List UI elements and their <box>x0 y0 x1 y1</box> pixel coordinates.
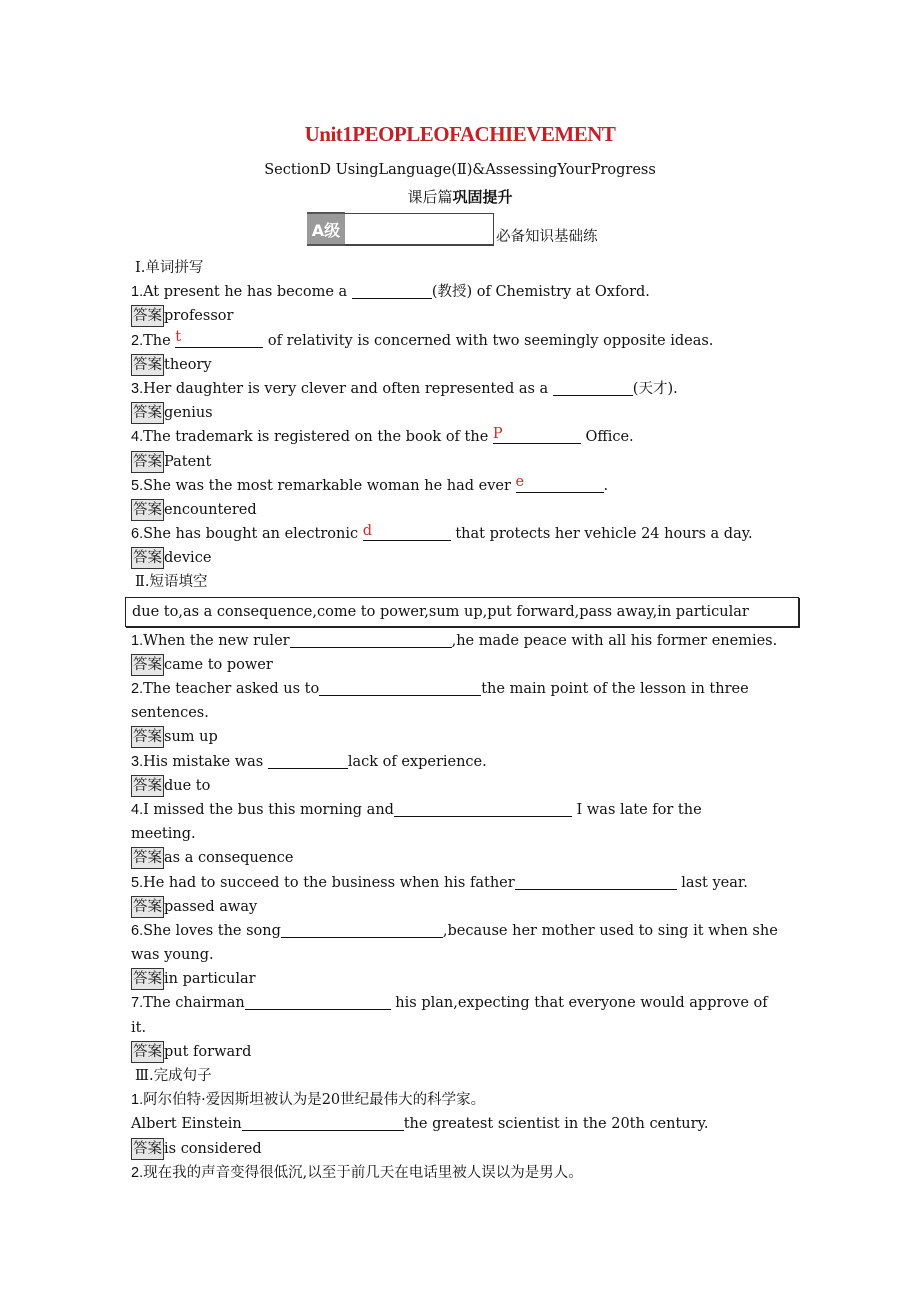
answer-tag: 答案 <box>131 896 164 918</box>
part3-answer-1 <box>131 1137 791 1161</box>
level-tag: A级 <box>307 212 345 246</box>
answer-tag: 答案 <box>131 305 164 327</box>
question-number: 4. <box>131 429 144 446</box>
answer-blank[interactable] <box>515 873 677 890</box>
part2-answer-4 <box>131 846 791 870</box>
part2-answer-7 <box>131 1040 791 1064</box>
question-number: 5. <box>131 477 144 494</box>
answer-text: due to <box>164 777 211 794</box>
question-text: the main point of the lesson in three <box>481 681 749 697</box>
answer-blank[interactable] <box>290 631 452 648</box>
hint-letter: d <box>362 522 373 539</box>
answer-blank[interactable] <box>516 476 604 493</box>
part2-question-7 <box>131 991 791 1015</box>
question-text: (天才). <box>632 380 678 397</box>
answer-text: sum up <box>164 729 218 746</box>
question-text: The trademark is registered on the book of the <box>143 429 493 446</box>
part1-question-2 <box>131 329 791 353</box>
question-number: 1. <box>131 284 144 301</box>
question-number: 2. <box>131 332 144 349</box>
answer-text: encountered <box>164 501 257 518</box>
question-text: He had to succeed to the business when his father <box>143 874 515 891</box>
answer-tag: 答案 <box>131 968 164 990</box>
part1-answer-3 <box>131 401 791 425</box>
question-text: His mistake was <box>143 753 268 770</box>
part1-answer-6 <box>131 546 791 570</box>
question-number: 1. <box>131 1092 144 1109</box>
question-text: Albert Einstein <box>131 1116 242 1133</box>
answer-tag: 答案 <box>131 1138 164 1160</box>
answer-blank[interactable] <box>268 752 348 769</box>
part2-answer-2 <box>131 725 791 749</box>
part2-answer-6 <box>131 967 791 991</box>
subtitle-plain: 课后篇 <box>407 188 453 206</box>
part2-question-4 <box>131 798 791 822</box>
answer-blank[interactable] <box>245 993 391 1010</box>
part2-answer-5 <box>131 895 791 919</box>
answer-tag: 答案 <box>131 1041 164 1063</box>
question-text: Office. <box>580 429 634 446</box>
question-text: of relativity is concerned with two seemingly opposite ideas. <box>263 332 714 349</box>
question-text: that protects her vehicle 24 hours a day. <box>450 526 753 543</box>
answer-tag: 答案 <box>131 654 164 676</box>
part2-question-6-cont: was young. <box>131 947 214 964</box>
answer-text: device <box>164 550 212 567</box>
part3-question-2-cn <box>131 1161 791 1185</box>
question-number: 2. <box>131 1164 144 1181</box>
question-text: She has bought an electronic <box>143 526 363 543</box>
question-number: 6. <box>131 922 144 939</box>
answer-blank[interactable] <box>394 800 572 817</box>
part1-answer-5 <box>131 498 791 522</box>
practice-subtitle <box>0 186 920 207</box>
question-text: The chairman <box>143 995 245 1012</box>
question-number: 1. <box>131 632 144 649</box>
answer-tag: 答案 <box>131 847 164 869</box>
part2-answer-3 <box>131 774 791 798</box>
question-text: ,because her mother used to sing it when she <box>442 922 778 939</box>
part3-question-1-cn <box>131 1088 791 1112</box>
answer-blank[interactable] <box>281 921 443 938</box>
question-text: lack of experience. <box>347 753 487 770</box>
answer-blank[interactable] <box>175 331 263 348</box>
question-text: (教授) of Chemistry at Oxford. <box>431 284 650 301</box>
level-banner <box>307 212 598 246</box>
question-text: . <box>603 477 609 494</box>
question-text: When the new ruler <box>143 632 290 649</box>
question-number: 7. <box>131 995 144 1012</box>
part2-question-2-cont: sentences. <box>131 705 209 722</box>
part2-question-4-cont: meeting. <box>131 826 196 843</box>
part2-answer-1 <box>131 653 791 677</box>
answer-blank[interactable] <box>242 1114 404 1131</box>
answer-text: as a consequence <box>164 850 294 867</box>
question-text: The <box>143 332 176 349</box>
part1-question-6 <box>131 522 791 546</box>
answer-text: is considered <box>164 1140 262 1157</box>
part2-question-1 <box>131 629 791 653</box>
exercise-content <box>131 256 791 1185</box>
answer-tag: 答案 <box>131 775 164 797</box>
answer-tag: 答案 <box>131 451 164 473</box>
answer-tag: 答案 <box>131 547 164 569</box>
answer-blank[interactable] <box>363 524 451 541</box>
answer-text: Patent <box>164 453 212 470</box>
part1-question-4 <box>131 425 791 449</box>
answer-text: came to power <box>164 656 273 673</box>
level-box <box>345 213 494 246</box>
answer-tag: 答案 <box>131 499 164 521</box>
level-text: 必备知识基础练 <box>496 229 598 245</box>
part2-question-7-cont: it. <box>131 1019 147 1036</box>
answer-blank[interactable] <box>493 427 581 444</box>
question-text: his plan,expecting that everyone would approve of <box>390 995 768 1012</box>
chinese-sentence: 现在我的声音变得很低沉,以至于前几天在电话里被人误以为是男人。 <box>143 1164 583 1181</box>
question-number: 3. <box>131 380 144 397</box>
question-text: ,he made peace with all his former enemies. <box>451 632 778 649</box>
question-text: She loves the song <box>143 922 281 939</box>
part1-answer-4 <box>131 450 791 474</box>
question-number: 2. <box>131 681 144 697</box>
part2-heading: Ⅱ.短语填空 <box>135 574 208 591</box>
unit-title: Unit1PEOPLEOFACHIEVEMENT <box>304 122 616 146</box>
question-text: I missed the bus this morning and <box>143 801 394 818</box>
part1-question-1 <box>131 280 791 304</box>
part2-question-3 <box>131 750 791 774</box>
part1-question-3 <box>131 377 791 401</box>
question-number: 5. <box>131 874 144 891</box>
part1-answer-1 <box>131 304 791 328</box>
answer-text: professor <box>164 308 234 325</box>
answer-text: in particular <box>164 971 256 988</box>
question-number: 6. <box>131 526 144 543</box>
question-text: I was late for the <box>571 801 702 818</box>
question-text: At present he has become a <box>143 284 352 301</box>
question-text: last year. <box>676 874 748 891</box>
chinese-sentence: 阿尔伯特·爱因斯坦被认为是20世纪最伟大的科学家。 <box>143 1092 486 1109</box>
section-subtitle: SectionD UsingLanguage(Ⅱ)&AssessingYourProgress <box>264 162 656 178</box>
question-text: The teacher asked us to <box>143 681 320 697</box>
part2-question-5 <box>131 871 791 895</box>
answer-text: put forward <box>164 1043 252 1060</box>
answer-blank[interactable] <box>319 679 481 696</box>
answer-text: passed away <box>164 898 258 915</box>
part2-question-6 <box>131 919 791 943</box>
part3-question-1-en <box>131 1112 791 1136</box>
part2-question-2 <box>131 677 791 701</box>
question-text: the greatest scientist in the 20th century. <box>403 1116 709 1133</box>
answer-tag: 答案 <box>131 402 164 424</box>
phrase-bank: due to,as a consequence,come to power,sum up,put forward,pass away,in particular <box>125 597 799 627</box>
part1-question-5 <box>131 474 791 498</box>
question-number: 3. <box>131 753 144 770</box>
answer-blank[interactable] <box>553 379 633 396</box>
hint-letter: P <box>492 426 503 443</box>
question-number: 4. <box>131 801 144 818</box>
answer-text: genius <box>164 405 213 422</box>
question-text: She was the most remarkable woman he had ever <box>143 477 516 494</box>
subtitle-bold: 巩固提升 <box>452 188 513 206</box>
hint-letter: t <box>175 329 182 346</box>
question-text: Her daughter is very clever and often represented as a <box>143 380 553 397</box>
part1-answer-2 <box>131 353 791 377</box>
part3-heading: Ⅲ.完成句子 <box>135 1068 212 1084</box>
part1-heading: Ⅰ.单词拼写 <box>135 260 204 276</box>
answer-text: theory <box>164 356 212 373</box>
answer-tag: 答案 <box>131 354 164 376</box>
hint-letter: e <box>515 474 525 491</box>
answer-tag: 答案 <box>131 726 164 748</box>
answer-blank[interactable] <box>352 282 432 299</box>
